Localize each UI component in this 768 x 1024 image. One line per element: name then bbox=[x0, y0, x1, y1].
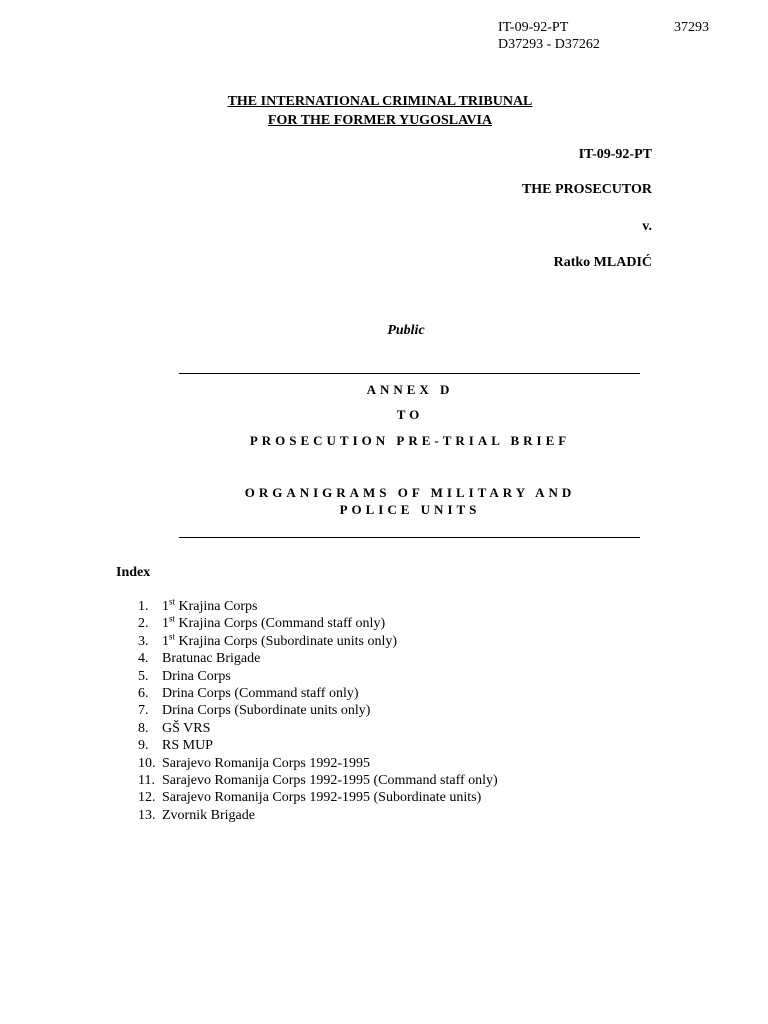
list-item-number: 8. bbox=[138, 720, 149, 736]
list-item-text: Drina Corps (Subordinate units only) bbox=[162, 703, 371, 719]
accused-name: Ratko MLADIĆ bbox=[553, 255, 652, 270]
document-range: D37293 - D37262 bbox=[498, 37, 600, 52]
list-item-text: Drina Corps (Command staff only) bbox=[162, 686, 359, 702]
list-item-text: 1st Krajina Corps (Command staff only) bbox=[162, 613, 386, 632]
list-item bbox=[138, 615, 498, 632]
list-item-number: 13. bbox=[138, 807, 156, 823]
list-item bbox=[138, 772, 498, 789]
list-item-number: 6. bbox=[138, 686, 149, 702]
list-item-text: 1st Krajina Corps bbox=[162, 596, 258, 614]
list-item-text: 1st Krajina Corps (Subordinate units only) bbox=[162, 631, 398, 649]
top-rule bbox=[179, 373, 640, 374]
annex-title: ANNEX D bbox=[366, 382, 454, 397]
list-item-number: 2. bbox=[138, 616, 149, 632]
list-item-text: RS MUP bbox=[162, 738, 213, 754]
bottom-rule bbox=[179, 537, 640, 538]
index-list bbox=[138, 598, 498, 824]
case-number-header: IT-09-92-PT bbox=[498, 20, 569, 35]
list-item-text: GŠ VRS bbox=[162, 720, 211, 736]
list-item-number: 12. bbox=[138, 790, 156, 806]
list-item bbox=[138, 755, 498, 772]
annex-document-name: PROSECUTION PRE-TRIAL BRIEF bbox=[249, 433, 571, 448]
prosecutor-party: THE PROSECUTOR bbox=[521, 182, 652, 197]
list-item bbox=[138, 720, 498, 737]
list-item-number: 10. bbox=[138, 755, 156, 771]
list-item-text: Sarajevo Romanija Corps 1992-1995 (Command staff only) bbox=[162, 773, 498, 789]
list-item-number: 4. bbox=[138, 651, 149, 667]
list-item-number: 11. bbox=[138, 773, 155, 789]
list-item-text: Sarajevo Romanija Corps 1992-1995 bbox=[162, 755, 371, 771]
list-item-text: Bratunac Brigade bbox=[162, 651, 261, 667]
list-item-number: 3. bbox=[138, 633, 149, 649]
list-item bbox=[138, 668, 498, 685]
list-item-number: 9. bbox=[138, 738, 149, 754]
page-number: 37293 bbox=[674, 20, 709, 35]
list-item bbox=[138, 685, 498, 702]
list-item-number: 1. bbox=[138, 599, 149, 614]
list-item-number: 5. bbox=[138, 668, 149, 684]
annex-subtitle-line1: ORGANIGRAMS OF MILITARY AND bbox=[244, 485, 576, 500]
tribunal-title-line1: THE INTERNATIONAL CRIMINAL TRIBUNAL bbox=[227, 94, 533, 109]
list-item-text: Zvornik Brigade bbox=[162, 807, 255, 823]
classification-label: Public bbox=[387, 323, 425, 338]
list-item-text: Sarajevo Romanija Corps 1992-1995 (Subordinate units) bbox=[162, 790, 482, 806]
list-item-number: 7. bbox=[138, 703, 149, 719]
case-number: IT-09-92-PT bbox=[578, 147, 652, 162]
versus-label: v. bbox=[642, 219, 652, 234]
list-item bbox=[138, 633, 498, 650]
list-item bbox=[138, 807, 498, 824]
list-item bbox=[138, 650, 498, 667]
list-item bbox=[138, 598, 498, 615]
list-item-text: Drina Corps bbox=[162, 668, 231, 684]
annex-subtitle-line2: POLICE UNITS bbox=[339, 502, 481, 517]
list-item bbox=[138, 789, 498, 806]
list-item bbox=[138, 737, 498, 754]
list-item bbox=[138, 702, 498, 719]
tribunal-title-line2: FOR THE FORMER YUGOSLAVIA bbox=[267, 113, 493, 128]
index-heading: Index bbox=[116, 565, 151, 580]
annex-to: TO bbox=[396, 407, 424, 422]
